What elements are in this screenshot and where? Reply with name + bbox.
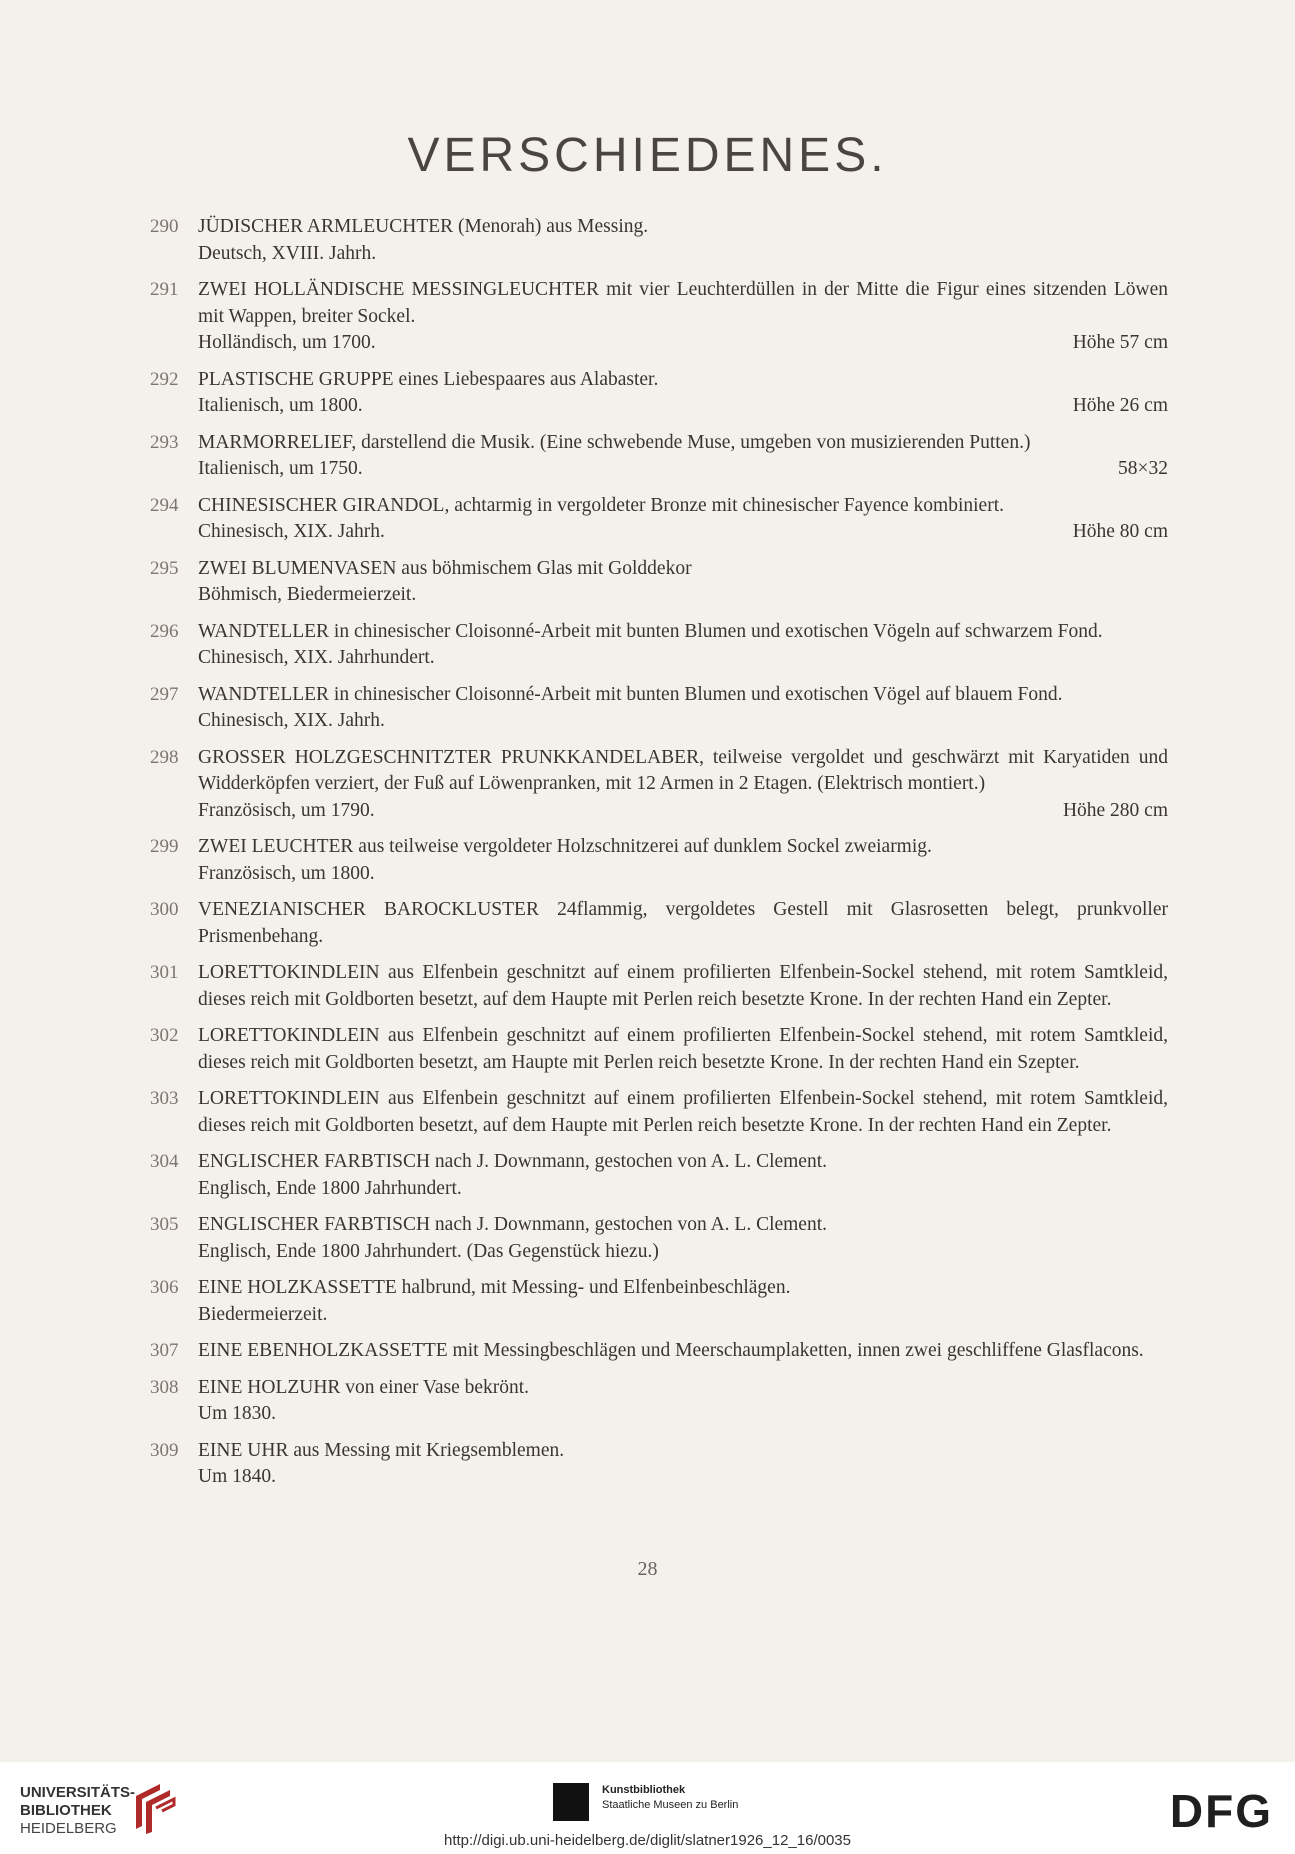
entry-text: Um 1840. [198,1466,276,1487]
entry-number: 291 [150,279,179,300]
entry-line [198,745,1168,798]
entry-line [198,519,1168,546]
entry-line [198,1338,1168,1365]
entry-body [198,1338,1168,1365]
entry-body [198,1023,1168,1076]
entry-line [198,214,1168,241]
catalog-entry [150,834,1168,887]
entry-number: 307 [150,1340,179,1361]
entry-number: 294 [150,494,179,516]
entry-text: Chinesisch, XIX. Jahrh. [198,710,385,731]
entry-number: 306 [150,1277,179,1298]
catalog-entry [150,1375,1168,1428]
catalog-entry [150,745,1168,825]
kunstbibliothek-logo-icon [553,1783,589,1821]
entry-line [198,393,1168,420]
catalog-entry [150,897,1168,950]
catalog-entry [150,1338,1168,1365]
entry-line [198,330,1168,357]
entry-body [198,1275,1168,1328]
university-line-2: BIBLIOTHEK [20,1802,112,1819]
entry-line [198,1149,1168,1176]
permalink-url[interactable]: http://digi.ub.uni-heidelberg.de/diglit/slatner1926_12_16/0035 [444,1832,851,1849]
entry-line [198,1086,1168,1139]
entry-body [198,1149,1168,1202]
entry-number: 292 [150,368,179,390]
entry-line [198,1438,1168,1465]
entry-text: Um 1830. [198,1403,276,1424]
entry-line [198,645,1168,672]
kunstbibliothek-subtitle: Staatliche Museen zu Berlin [602,1799,739,1811]
entry-body [198,1086,1168,1139]
entry-number: 303 [150,1088,179,1109]
kunstbibliothek-name: Kunstbibliothek [602,1784,686,1796]
entry-text: VENEZIANISCHER BAROCKLUSTER 24flammig, vergoldetes Gestell mit Glasrosetten belegt, prunkvoller Prismenbehang. [198,899,1168,947]
entry-line [198,493,1168,520]
entry-measurement: 58×32 [1118,458,1168,479]
entry-line [198,897,1168,950]
entry-line [198,861,1168,888]
entry-body [198,619,1168,672]
entry-text: EINE UHR aus Messing mit Kriegsemblemen. [198,1439,565,1461]
entry-body [198,745,1168,825]
catalog-entry [150,619,1168,672]
entry-text: ZWEI LEUCHTER aus teilweise vergoldeter Holzschnitzerei auf dunklem Sockel zweiarmig. [198,836,932,857]
university-line-1: UNIVERSITÄTS- [20,1784,136,1801]
entry-number: 304 [150,1151,179,1172]
entry-text: GROSSER HOLZGESCHNITZTER PRUNKKANDELABER, teilweise vergoldet und geschwärzt mit Karyatiden und Widderköpfen verziert, der Fuß auf Löwenpranken, mit 12 Armen in 2 Etagen. (Elektrisch montiert.) [198,746,1168,794]
entry-text: Biedermeierzeit. [198,1303,328,1325]
entry-line [198,1275,1168,1302]
entry-number: 295 [150,557,179,579]
catalog-entry [150,1023,1168,1076]
entry-measurement: Höhe 80 cm [1072,521,1168,542]
entry-body [198,960,1168,1013]
catalog-entry [150,430,1168,483]
entry-text: Französisch, um 1800. [198,862,375,884]
entry-text: LORETTOKINDLEIN aus Elfenbein geschnitzt auf einem profilierten Elfenbein-Sockel stehend, mit rotem Samtkleid, dieses reich mit Goldborten besetzt, am Haupte mit Perlen reich besetzte Krone. In der rechten Hand ein Szepter. [198,1025,1168,1073]
entry-number: 293 [150,431,179,453]
entry-line [198,1302,1168,1329]
entry-text: EINE HOLZUHR von einer Vase bekrönt. [198,1376,530,1398]
catalog-entry [150,1275,1168,1328]
entry-text: Chinesisch, XIX. Jahrhundert. [198,647,435,668]
entry-number: 290 [150,216,179,237]
page-number: 28 [637,1558,658,1580]
entry-text: Holländisch, um 1700. [198,332,376,353]
entry-line [198,1023,1168,1076]
entry-text: Chinesisch, XIX. Jahrh. [198,521,385,542]
catalog-entry [150,493,1168,546]
entry-text: EINE EBENHOLZKASSETTE mit Messingbeschlägen und Meerschaumplaketten, innen zwei geschliffene Glasflacons. [198,1340,1144,1361]
entry-measurement: Höhe 280 cm [1062,799,1168,821]
entry-number: 301 [150,962,179,983]
entry-body [198,1375,1168,1428]
entry-text: Französisch, um 1790. [198,799,375,821]
entry-line [198,834,1168,861]
entry-number: 298 [150,746,179,768]
university-library-logo-icon [130,1782,176,1834]
catalog-entry [150,277,1168,357]
entry-text: Italienisch, um 1750. [198,458,363,479]
entry-text: JÜDISCHER ARMLEUCHTER (Menorah) aus Messing. [198,216,649,237]
entry-text: MARMORRELIEF, darstellend die Musik. (Eine schwebende Muse, umgeben von musizierenden Putten.) [198,431,1031,453]
entry-text: ENGLISCHER FARBTISCH nach J. Downmann, gestochen von A. L. Clement. [198,1151,828,1172]
entry-line [198,430,1168,457]
dfg-logo: DFG [1169,1785,1273,1837]
university-library-logo-text [20,1784,135,1838]
entry-measurement: Höhe 57 cm [1072,332,1168,353]
entry-body [198,367,1168,420]
entry-line [198,682,1168,709]
entry-text: ZWEI BLUMENVASEN aus böhmischem Glas mit Golddekor [198,557,692,579]
entry-line [198,241,1168,268]
catalog-entry [150,1086,1168,1139]
entry-line [198,456,1168,483]
entry-text: Englisch, Ende 1800 Jahrhundert. (Das Gegenstück hiezu.) [198,1240,659,1262]
entry-text: Deutsch, XVIII. Jahrh. [198,242,377,264]
entry-text: WANDTELLER in chinesischer Cloisonné-Arbeit mit bunten Blumen und exotischen Vögel auf blauem Fond. [198,683,1063,705]
entry-text: WANDTELLER in chinesischer Cloisonné-Arbeit mit bunten Blumen und exotischen Vögeln auf schwarzem Fond. [198,620,1103,642]
entry-body [198,493,1168,546]
entry-line [198,708,1168,735]
entry-text: ZWEI HOLLÄNDISCHE MESSINGLEUCHTER mit vier Leuchterdüllen in der Mitte die Figur eines sitzenden Löwen mit Wappen, breiter Sockel. [198,279,1168,327]
entry-body [198,682,1168,735]
entry-text: CHINESISCHER GIRANDOL, achtarmig in vergoldeter Bronze mit chinesischer Fayence kombiniert. [198,494,1005,516]
entry-body [198,1212,1168,1265]
catalog-entry [150,1149,1168,1202]
entry-line [198,619,1168,646]
entry-body [198,214,1168,267]
entry-line [198,960,1168,1013]
entry-number: 299 [150,836,179,857]
entry-text: Englisch, Ende 1800 Jahrhundert. [198,1177,462,1199]
entry-line [198,1375,1168,1402]
entry-line [198,1176,1168,1203]
catalog-entry [150,682,1168,735]
entry-line [198,1464,1168,1491]
entry-line [198,367,1168,394]
entry-text: LORETTOKINDLEIN aus Elfenbein geschnitzt auf einem profilierten Elfenbein-Sockel stehend, mit rotem Samtkleid, dieses reich mit Goldborten besetzt, auf dem Haupte mit Perlen reich besetzte Krone. In der rechten Hand ein Zepter. [198,962,1168,1010]
entry-body [198,430,1168,483]
entry-text: ENGLISCHER FARBTISCH nach J. Downmann, gestochen von A. L. Clement. [198,1214,828,1235]
entry-line [198,1212,1168,1239]
entry-text: PLASTISCHE GRUPPE eines Liebespaares aus Alabaster. [198,368,659,390]
entry-line [198,1401,1168,1428]
entry-text: LORETTOKINDLEIN aus Elfenbein geschnitzt auf einem profilierten Elfenbein-Sockel stehend, mit rotem Samtkleid, dieses reich mit Goldborten besetzt, auf dem Haupte mit Perlen reich besetzte Krone. In der rechten Hand ein Zepter. [198,1088,1168,1136]
entry-number: 305 [150,1214,179,1235]
footer-bar [0,1762,1295,1854]
entry-number: 309 [150,1439,179,1461]
entry-number: 308 [150,1376,179,1398]
catalog-entry [150,214,1168,267]
entry-body [198,277,1168,357]
university-line-3: HEIDELBERG [20,1820,117,1837]
entry-number: 302 [150,1025,179,1046]
kunstbibliothek-logo-text [602,1783,738,1813]
entry-line [198,1239,1168,1266]
entry-body [198,897,1168,950]
entry-body [198,556,1168,609]
entry-text: Italienisch, um 1800. [198,395,363,416]
entry-measurement: Höhe 26 cm [1072,395,1168,416]
entry-text: Böhmisch, Biedermeierzeit. [198,584,417,605]
entry-line [198,582,1168,609]
catalog-entry [150,960,1168,1013]
entry-number: 297 [150,683,179,705]
catalog-entry [150,367,1168,420]
entry-body [198,1438,1168,1491]
entry-text: EINE HOLZKASSETTE halbrund, mit Messing- und Elfenbeinbeschlägen. [198,1277,791,1298]
entry-line [198,277,1168,330]
entry-body [198,834,1168,887]
page-heading: VERSCHIEDENES. [407,129,888,182]
catalog-entry [150,556,1168,609]
entry-number: 300 [150,899,179,920]
catalog-entry [150,1212,1168,1265]
catalog-entry [150,1438,1168,1491]
entry-line [198,798,1168,825]
catalog-entries [150,214,1168,1501]
entry-number: 296 [150,620,179,642]
entry-line [198,556,1168,583]
